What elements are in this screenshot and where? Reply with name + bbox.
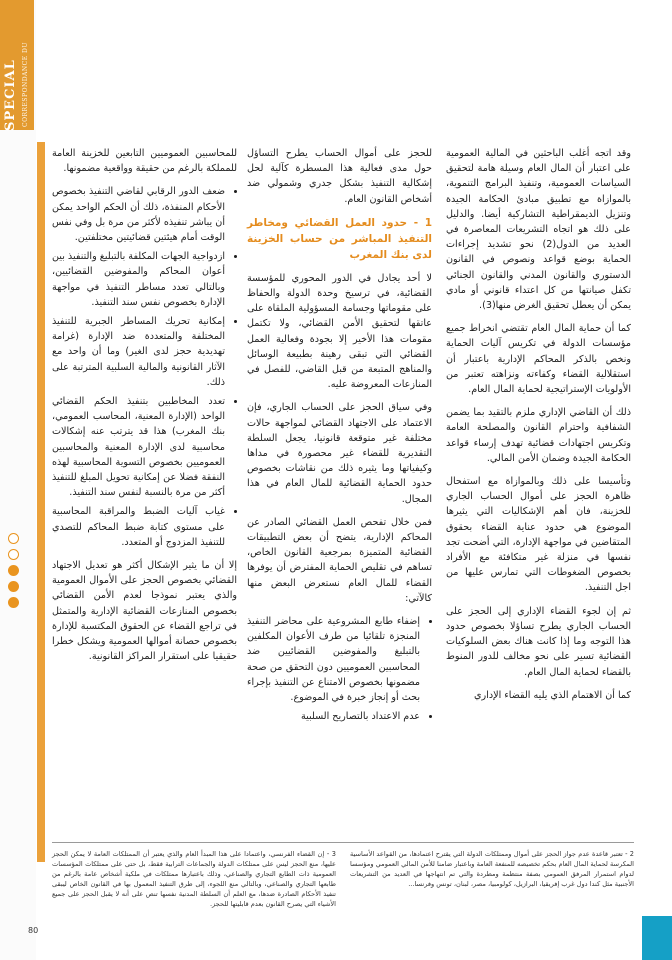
- section-title: 1 - حدود العمل القضائي ومخاطر التنفيذ المباشر من حساب الخزينة لدى بنك المغرب: [247, 216, 432, 261]
- footnote-3: 3 - إن القضاء الفرنسي، واعتمادا على هذا المبدأ العام والذي يعتبر أن الممتلكات العامة لا يمكن الحجز عليها، منع الحجز ليس على ممتلكات الدولة والجماعات الترابية فقط، بل حتى على ممتلكات المؤسسات العمومية ذات الطابع التجاري والصناعي، وذلك باعتبارها ممتلكات في ملكية أشخاص عامة بالرغم من طابعها التجاري والصناعي، وبالتالي منع اللجوء، إلى طرق التنفيذ المعمول بها في القانون الخاص ليبقى تنفيذ الأحكام الصادرة ضدها، مع العلم أن السلطة المدنية نفسها تنص على أنه لا يقبل الحجز على جميع الأشياء التي يصرح القانون بعدم قابليتها للحجز.: [52, 850, 336, 908]
- list-item: • غياب آليات الضبط والمراقبة المحاسبية على مستوى كتابة ضبط المحاكم للتصدي للتنفيذ المزدوج أو المتعدد.: [52, 504, 225, 550]
- page-number: 80: [28, 926, 39, 935]
- dot-outline: [8, 549, 19, 560]
- footnotes: [52, 842, 634, 908]
- orange-accent-bar: [37, 142, 45, 862]
- paragraph: وقد اتجه أغلب الباحثين في المالية العمومية على اعتبار أن المال العام وسيلة هامة لتحقيق السياسات العمومية، وتنفيذ البرامج التنموية، بالموازاة مع تطبيق مبادئ الحكامة الجيدة وتنزيل الديمقراطية التشاركية أيضا. والدليل على ذلك هو اتجاه التشريعات المعاصرة في العديد من الدول(2) نحو تشديد إجراءات الحماية بوضع قواعد ونصوص في القانون الدستوري والقانون المدني والقانون الجنائي تكفل صيانتها من كل اعتداء قانوني أو مادي يمكن أن يعطل تحقيق الغرض منها(3).: [446, 148, 631, 312]
- paragraph: لا أحد يجادل في الدور المحوري للمؤسسة القضائية، في ترسيخ وحدة الدولة والحفاظ على مقوماتها وجسامة المسؤولية الملقاة على عاتقها لتحقيق الأمن القضائي، ولا تكتمل مقومات هذا الأخير إلا بجودة وفعالية العمل القضائي التي تبقى رهينة بطبيعة الوسائل والمناهج المتبعة من قبل القاضي، للفصل في المنازعات المعروضة عليه.: [247, 272, 432, 391]
- dot-filled: [8, 581, 19, 592]
- bullet-list: [247, 614, 432, 724]
- list-item: • إضفاء طابع المشروعية على محاضر التنفيذ المنجزة تلقائيا من طرف الأعوان المكلفين بالتبليغ والمفوضين القضائيين ضد المحاسبين العموميين دون التحقق من صحة مضمونها بخصوص الامتناع عن التنفيذ بإجراء بحث أو إنجاز خبرة في الموضوع.: [247, 614, 420, 705]
- list-item: • عدم الاعتداد بالتصاريح السلبية: [247, 709, 420, 724]
- paragraph: كما أن الاهتمام الذي يليه القضاء الإداري: [474, 689, 631, 701]
- paragraph: ثم إن لجوء القضاء الإداري إلى الحجز على الحساب الجاري يطرح تساؤلا بخصوص حدود هذا التوجه وما إذا كانت هناك بعض السلوكيات القضائية تسير على نحو مخالف للدور المنوط بالقضاء لحماية المال العام.: [446, 605, 631, 678]
- paragraph: كما أن حماية المال العام تقتضي انخراط جميع مؤسسات الدولة في تكريس آليات الحماية ونخص بالذكر المحاكم الإدارية باعتبار أن استقلالية القضاء وكفاءته ونزاهته تعتبر من الأولويات الإستراتيجية لحماية المال العام.: [446, 323, 631, 396]
- paragraph: للحجز على أموال الحساب يطرح التساؤل حول مدى فعالية هذا المسطرة كآلية لحل إشكالية التنفيذ بشكل جدري وشمولي ضد أشخاص القانون العام.: [247, 148, 432, 205]
- list-item: • ازدواجية الجهات المكلفة بالتبليغ والتنفيذ بين أعوان المحاكم والمفوضين القضائيين، وبالتالي تعدد مساطر التنفيذ في مواجهة الإدارة بخصوص نفس سند التنفيذ.: [52, 249, 225, 310]
- side-banner: [0, 0, 44, 960]
- article-column-left: [52, 146, 237, 673]
- footnote-2: 2 - تعتبر قاعدة عدم جواز الحجز على أموال وممتلكات الدولة التي يقترح اعتمادها، من القواعد الأساسية المكرسة لحماية المال العام بحكم تخصيصه للمنفعة العامة وباعتبار ضامنا للأمن المالي العمومي ومؤسسا لدوام استمرار المرفق العمومي بصفة منتظمة ومطردة والتي تم انتهاجها في العديد من التشريعات الأجنبية مثل كندا دول غرب إفريقيا، البرازيل، كولومبيا، مصر، لبنان، تونس وفرنسا...: [350, 850, 634, 888]
- paragraph: إلا أن ما يثير الإشكال أكثر هو تعديل الاجتهاد القضائي بخصوص الحجز على الأموال العمومية والذي يعتبر نموذجا لعدم الأمن القضائي بخصوص المنازعات القضائية الإدارية والمتمثل في تراجع القضاء عن الحقوق المكتسبة للإدارة بخصوص حصانة أموالها العمومية ويشكل خطرا حقيقيا على استقرار المراكز القانونية.: [52, 560, 237, 663]
- special-label: [3, 16, 44, 131]
- dot-outline: [8, 533, 19, 544]
- special-sublabel: CORRESPONDANCE DU TRÉSOR: [22, 42, 44, 131]
- dot-filled: [8, 565, 19, 576]
- list-item: • إمكانية تحريك المساطر الجبرية للتنفيذ المختلفة والمتعددة ضد الإدارة (غرامة تهديدية حجز لدى الغير) وما أن واحد مع الآثار القانونية والمالية السلبية المترتبة على ذلك.: [52, 314, 225, 390]
- paragraph: وتأسيسا على ذلك وبالموازاة مع استفحال ظاهرة الحجز على أموال الحساب الجاري للخزينة، فان أهم الإشكاليات التي يثيرها الموضوع هي حدود عناية القضاء بحقوق المتقاضين في مواجهة الإدارة، التي أضحت تجد نفسها في منزلة غير متكافئة مع الأفراد بخصوص الضغوطات التي تمارس عليها من اجل التنفيذ.: [446, 476, 631, 594]
- paragraph: للمحاسبين العموميين التابعين للخزينة العامة للمملكة بالرغم من حقيقة وواقعية مضمونها.: [52, 148, 237, 175]
- list-item: • تعدد المخاطبين بتنفيذ الحكم القضائي الواحد (الإدارة المعنية، المحاسب العمومي، بنك المغرب) هذا قد يترتب عنه إشكالات محاسبية لدى الإدارة المعنية والمحاسبين العموميين بخصوص التسوية المحاسبية لهذه النفقة فضلا عن إمكانية تحويل المبلغ للتنفيذ أكثر من مرة بالنسبة لنفس سند التنفيذ.: [52, 394, 225, 500]
- dot-filled: [8, 597, 19, 608]
- bullet-list: [52, 184, 237, 550]
- paragraph: وفي سياق الحجز على الحساب الجاري، فإن الاعتماد على الاجتهاد القضائي لمواجهة حالات مختلفة غير متوقعة قانونيا، يجعل السلطة التقديرية للقضاء غير محصورة في مداها وكيفياتها وما يثيره ذلك من نقاشات بخصوص حدود الحماية القضائية للمال العام في هذا المجال.: [247, 402, 432, 505]
- special-label-text: SPECIAL: [3, 59, 18, 131]
- list-item: • ضعف الدور الرقابي لقاضي التنفيذ بخصوص الأحكام المنفذة، ذلك أن الحكم الواحد يمكن أن يباشر تنفيذه لأكثر من مرة بل وفي نفس الوقت أمام هيئتين قضائيتين مختلفتين.: [52, 184, 225, 245]
- paragraph: فمن خلال تفحص العمل القضائي الصادر عن المحاكم الإدارية، يتضح أن بعض التطبيقات القضائية المتميزة بمرجعية القانون الخاص، تساهم في تقليص الحماية المفترض أن يوفرها القضاء للمال العام نستعرض البعض منها كالآتي:: [247, 516, 432, 604]
- article-column-middle: [247, 146, 432, 733]
- corner-accent: [642, 916, 672, 960]
- paragraph: ذلك أن القاضي الإداري ملزم بالتقيد بما يضمن الشفافية واحترام القانون والمصلحة العامة وتكريس اجتهادات قضائية تهدف إرساء قواعد الحكامة الجيدة وضمان الأمن المالي.: [446, 407, 631, 464]
- article-column-right: [446, 146, 631, 711]
- decorative-dots: [8, 528, 38, 613]
